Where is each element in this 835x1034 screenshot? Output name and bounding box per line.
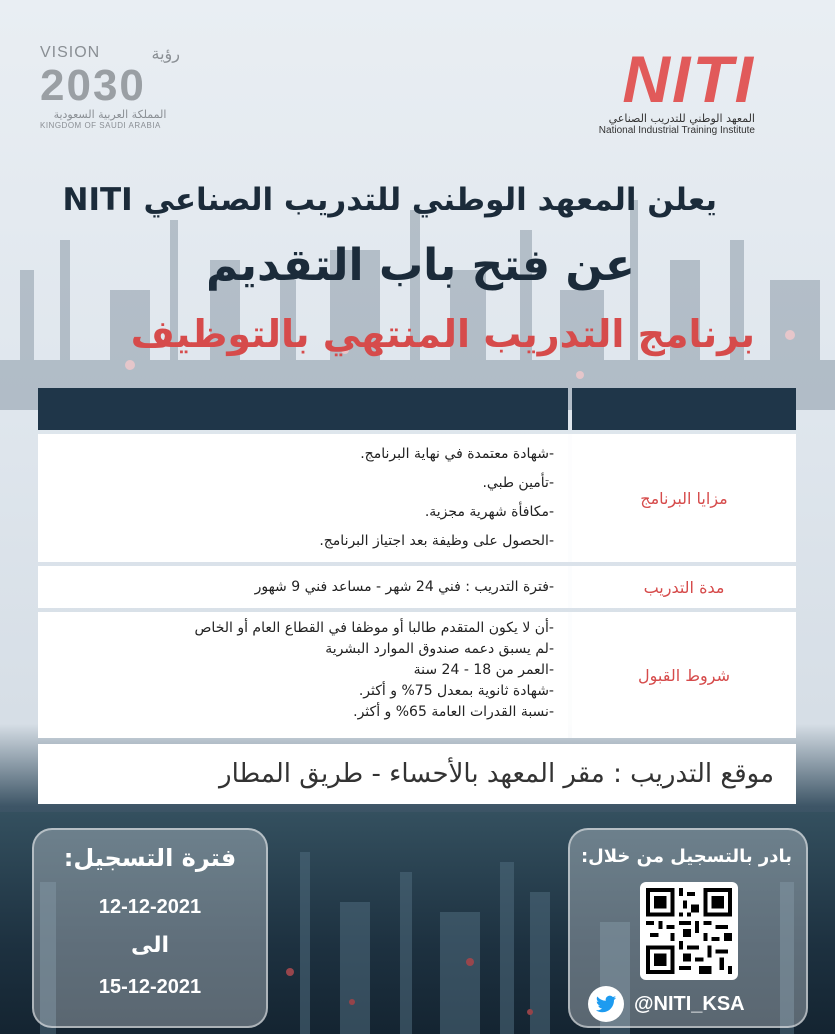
row-label: مدة التدريب <box>572 566 796 608</box>
niti-wordmark: NITI <box>622 42 755 116</box>
qr-code-icon <box>646 888 732 974</box>
announcement-title: عن فتح باب التقديم <box>205 240 635 291</box>
niti-name-ar: المعهد الوطني للتدريب الصناعي <box>608 112 755 125</box>
requirement-item: -نسبة القدرات العامة 65% و أكثر. <box>353 704 554 720</box>
vision-2030-logo <box>40 44 180 130</box>
requirement-item: -شهادة ثانوية بمعدل 75% و أكثر. <box>358 683 554 699</box>
program-details-table <box>38 388 796 804</box>
vision-number: 2030 <box>40 61 146 110</box>
table-row-benefits <box>38 434 796 562</box>
niti-name-en: National Industrial Training Institute <box>598 125 755 136</box>
table-row-requirements <box>38 612 796 738</box>
benefit-item: -تأمين طبي. <box>482 475 554 491</box>
benefit-item: -شهادة معتمدة في نهاية البرنامج. <box>360 446 554 462</box>
apply-title: بادر بالتسجيل من خلال: <box>580 846 792 867</box>
registration-end-date: 15-12-2021 <box>98 976 202 998</box>
apply-box <box>568 828 808 1028</box>
niti-logo <box>575 42 755 136</box>
table-header <box>38 388 796 430</box>
announcement-line: يعلن المعهد الوطني للتدريب الصناعي NITI <box>62 182 717 218</box>
row-content <box>38 434 568 562</box>
training-location-row <box>38 744 796 804</box>
twitter-handle[interactable]: @NITI_KSA <box>634 992 745 1015</box>
registration-start-date: 12-12-2021 <box>98 896 202 918</box>
duration-item: -فترة التدريب : فني 24 شهر - مساعد فني 9 شهور <box>254 579 554 595</box>
registration-period-box <box>32 828 268 1028</box>
benefit-item: -الحصول على وظيفة بعد اجتياز البرنامج. <box>319 533 554 549</box>
registration-qr-code[interactable] <box>640 882 738 980</box>
requirement-item: -أن لا يكون المتقدم طالبا أو موظفا في القطاع العام أو الخاص <box>194 620 554 636</box>
table-header-content-cell <box>38 388 568 430</box>
twitter-icon <box>588 986 624 1022</box>
row-label: شروط القبول <box>572 612 796 738</box>
registration-to-word: الى <box>130 933 170 958</box>
vision-label-ar: رؤية <box>151 46 180 63</box>
row-content <box>38 612 568 738</box>
vision-country-en: KINGDOM OF SAUDI ARABIA <box>40 121 161 130</box>
vision-country-ar: المملكة العربية السعودية <box>53 108 167 121</box>
benefit-item: -مكافأة شهرية مجزية. <box>424 504 554 520</box>
twitter-link[interactable] <box>588 986 745 1022</box>
requirement-item: -العمر من 18 - 24 سنة <box>413 662 554 678</box>
table-header-label-cell <box>572 388 796 430</box>
vision-label-en: VISION <box>40 44 101 61</box>
row-label: مزايا البرنامج <box>572 434 796 562</box>
training-location: موقع التدريب : مقر المعهد بالأحساء - طريق المطار <box>38 744 796 804</box>
requirement-item: -لم يسبق دعمه صندوق الموارد البشرية <box>325 641 554 657</box>
row-content <box>38 566 568 608</box>
registration-title: فترة التسجيل: <box>63 844 237 872</box>
program-title: برنامج التدريب المنتهي بالتوظيف <box>130 312 755 356</box>
table-row-duration <box>38 566 796 608</box>
